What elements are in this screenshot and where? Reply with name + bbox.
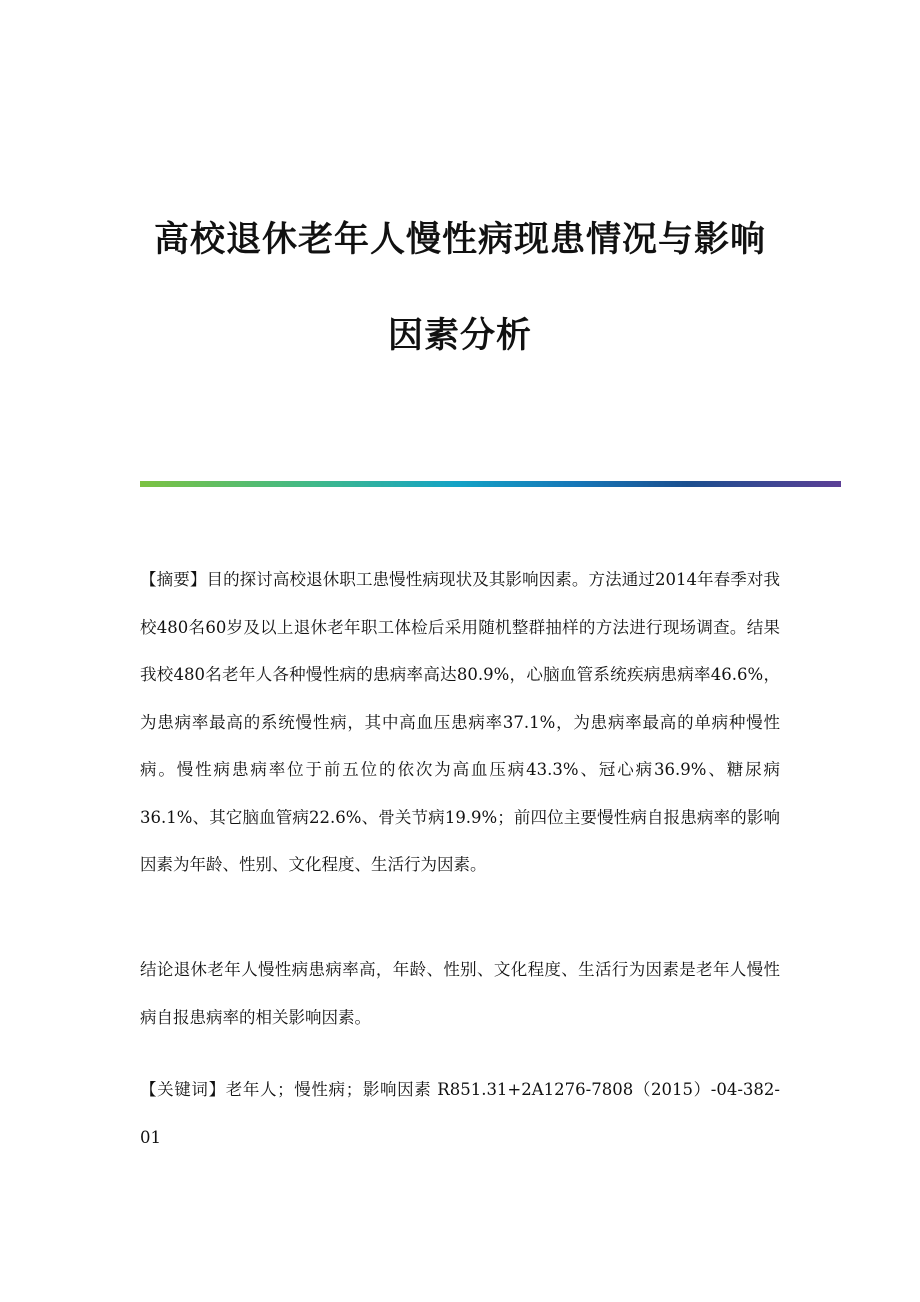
conclusion-paragraph	[140, 946, 780, 1041]
title-divider	[140, 481, 841, 487]
abstract-text: 目的探讨高校退休职工患慢性病现状及其影响因素。方法通过2014年春季对我校480名60岁及以上退休老年职工体检后采用随机整群抽样的方法进行现场调查。结果我校480名老年人各种慢性病的患病率高达80.9%，心脑血管系统疾病患病率46.6%，为患病率最高的系统慢性病，其中高血压患病率37.1%，为患病率最高的单病种慢性病。慢性病患病率位于前五位的依次为高血压病43.3%、冠心病36.9%、糖尿病36.1%、其它脑血管病22.6%、骨关节病19.9%；前四位主要慢性病自报患病率的影响因素为年龄、性别、文化程度、生活行为因素。	[140, 570, 780, 874]
keywords-paragraph	[140, 1066, 780, 1161]
keywords-label: 【关键词】	[140, 1080, 226, 1099]
abstract-label: 【摘要】	[140, 570, 207, 589]
keywords-text: 老年人；慢性病；影响因素 R851.31+2A1276-7808（2015）-04-382-01	[140, 1080, 780, 1147]
conclusion-text: 结论退休老年人慢性病患病率高，年龄、性别、文化程度、生活行为因素是老年人慢性病自报患病率的相关影响因素。	[140, 960, 780, 1027]
paper-title-line-1: 高校退休老年人慢性病现患情况与影响	[153, 219, 766, 260]
abstract-paragraph	[140, 556, 780, 889]
paper-title-line-2: 因素分析	[387, 315, 532, 356]
